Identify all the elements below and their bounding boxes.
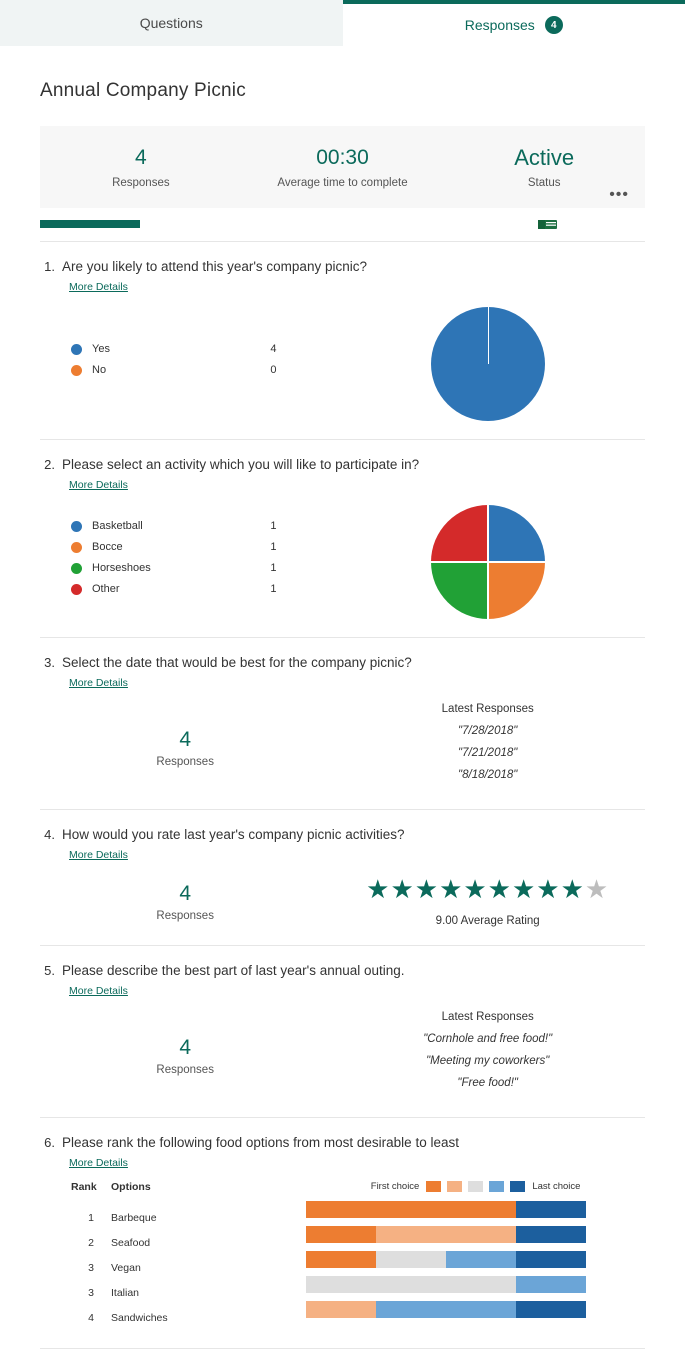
- tab-bar: [0, 0, 685, 46]
- legend-swatch-3: [468, 1181, 483, 1192]
- legend-label: Yes: [92, 343, 270, 355]
- question-3-count: [40, 726, 330, 768]
- bar-segment: [516, 1276, 586, 1293]
- more-details-link-5[interactable]: More Details: [69, 985, 128, 997]
- pie-chart: [431, 307, 545, 421]
- question-4-count: [40, 880, 330, 922]
- summary-status: [443, 145, 645, 189]
- column-header-options: Options: [111, 1181, 151, 1193]
- legend-count: 0: [270, 364, 330, 376]
- more-details-link-2[interactable]: More Details: [69, 479, 128, 491]
- response-count-label: Responses: [40, 756, 330, 768]
- summary-status-value: Active: [443, 145, 645, 171]
- tab-responses-label: Responses: [465, 17, 535, 33]
- summary-average-time-label: Average time to complete: [242, 177, 444, 189]
- question-4-body: [40, 875, 645, 927]
- ranking-body: [40, 1181, 645, 1330]
- summary-responses-label: Responses: [40, 177, 242, 189]
- legend-first-choice-label: First choice: [371, 1181, 420, 1192]
- legend-color-dot: [71, 542, 82, 553]
- latest-response-item: "Meeting my coworkers": [426, 1055, 549, 1067]
- question-5-number: 5.: [40, 962, 62, 980]
- bar-segment: [376, 1226, 516, 1243]
- question-2-heading: [40, 456, 645, 474]
- bar-chart-legend: [306, 1181, 645, 1192]
- legend-color-dot: [71, 344, 82, 355]
- legend-swatch-5: [510, 1181, 525, 1192]
- cell-rank: 3: [71, 1262, 111, 1274]
- summary-panel: [40, 126, 645, 208]
- question-6-heading: [40, 1134, 645, 1152]
- cell-rank: 2: [71, 1237, 111, 1249]
- pie-chart: [431, 505, 545, 619]
- latest-responses-title: Latest Responses: [442, 703, 534, 715]
- bar-segment: [306, 1226, 376, 1243]
- legend-item: [40, 520, 330, 532]
- latest-response-item: "7/28/2018": [458, 725, 517, 737]
- star-empty-icon: ★: [585, 874, 609, 904]
- more-details-link-3[interactable]: More Details: [69, 677, 128, 689]
- latest-response-item: "Cornhole and free food!": [423, 1033, 552, 1045]
- ranking-bar-chart: [306, 1181, 645, 1330]
- cell-rank: 1: [71, 1212, 111, 1224]
- stacked-bar-row: [306, 1251, 586, 1268]
- tab-questions-label: Questions: [140, 15, 203, 31]
- question-2-text: Please select an activity which you will like to participate in?: [62, 456, 419, 474]
- ranking-table: [40, 1181, 306, 1330]
- bar-segment: [516, 1301, 586, 1318]
- question-3-number: 3.: [40, 654, 62, 672]
- legend-color-dot: [71, 365, 82, 376]
- response-count-value: 4: [40, 880, 330, 908]
- question-5-latest: [330, 1011, 645, 1099]
- question-block-2: [40, 440, 645, 638]
- question-4-heading: [40, 826, 645, 844]
- legend-item: [40, 364, 330, 376]
- question-5-heading: [40, 962, 645, 980]
- latest-response-item: "Free food!": [457, 1077, 518, 1089]
- more-options-icon[interactable]: •••: [603, 184, 635, 206]
- question-3-body: [40, 703, 645, 791]
- more-details-link-4[interactable]: More Details: [69, 849, 128, 861]
- cell-option: Italian: [111, 1287, 139, 1299]
- response-count-label: Responses: [40, 1064, 330, 1076]
- latest-response-item: "8/18/2018": [458, 769, 517, 781]
- question-1-text: Are you likely to attend this year's company picnic?: [62, 258, 367, 276]
- question-block-5: [40, 946, 645, 1118]
- question-4-rating: [330, 875, 645, 927]
- question-2-legend: [40, 520, 330, 604]
- legend-count: 1: [270, 520, 330, 532]
- legend-item: [40, 562, 330, 574]
- question-3-heading: [40, 654, 645, 672]
- question-2-chart: [330, 505, 645, 619]
- table-row: [71, 1205, 306, 1230]
- excel-icon[interactable]: [537, 218, 559, 232]
- bar-segment: [376, 1301, 516, 1318]
- latest-responses-title: Latest Responses: [442, 1011, 534, 1023]
- tab-questions[interactable]: [0, 0, 343, 46]
- response-count-label: Responses: [40, 910, 330, 922]
- bar-segment: [306, 1201, 516, 1218]
- tab-responses[interactable]: [343, 0, 685, 46]
- column-header-rank: Rank: [71, 1181, 111, 1193]
- question-block-1: [40, 242, 645, 440]
- question-3-text: Select the date that would be best for the company picnic?: [62, 654, 412, 672]
- legend-last-choice-label: Last choice: [532, 1181, 580, 1192]
- cell-option: Vegan: [111, 1262, 141, 1274]
- legend-label: No: [92, 364, 270, 376]
- legend-swatch-4: [489, 1181, 504, 1192]
- responses-count-badge: 4: [545, 16, 563, 34]
- legend-item: [40, 541, 330, 553]
- response-count-value: 4: [40, 726, 330, 754]
- legend-swatch-1: [426, 1181, 441, 1192]
- bar-segment: [516, 1201, 586, 1218]
- page-title: Annual Company Picnic: [40, 80, 685, 102]
- legend-label: Basketball: [92, 520, 270, 532]
- question-block-6: [40, 1118, 645, 1349]
- more-details-link-1[interactable]: More Details: [69, 281, 128, 293]
- stacked-bar-row: [306, 1201, 586, 1218]
- legend-color-dot: [71, 563, 82, 574]
- action-bar: [40, 220, 645, 242]
- legend-color-dot: [71, 521, 82, 532]
- stacked-bar-row: [306, 1226, 586, 1243]
- legend-count: 1: [270, 541, 330, 553]
- question-4-text: How would you rate last year's company picnic activities?: [62, 826, 404, 844]
- bar-segment: [306, 1251, 376, 1268]
- question-5-count: [40, 1034, 330, 1076]
- table-row: [71, 1280, 306, 1305]
- table-row: [71, 1230, 306, 1255]
- bar-segment: [516, 1251, 586, 1268]
- response-count-value: 4: [40, 1034, 330, 1062]
- question-5-text: Please describe the best part of last year's annual outing.: [62, 962, 405, 980]
- average-rating-label: 9.00 Average Rating: [436, 915, 540, 927]
- question-2-body: [40, 505, 645, 619]
- summary-average-time: [242, 145, 444, 189]
- table-row: [71, 1305, 306, 1330]
- cell-rank: 3: [71, 1287, 111, 1299]
- table-row: [71, 1255, 306, 1280]
- progress-bar: [40, 220, 140, 228]
- question-1-chart: [330, 307, 645, 421]
- question-block-4: [40, 810, 645, 946]
- question-5-body: [40, 1011, 645, 1099]
- question-6-text: Please rank the following food options from most desirable to least: [62, 1134, 459, 1152]
- more-details-link-6[interactable]: More Details: [69, 1157, 128, 1169]
- cell-option: Seafood: [111, 1237, 150, 1249]
- bar-segment: [376, 1251, 446, 1268]
- question-1-legend: [40, 343, 330, 385]
- question-1-number: 1.: [40, 258, 62, 276]
- question-4-number: 4.: [40, 826, 62, 844]
- question-1-heading: [40, 258, 645, 276]
- legend-label: Horseshoes: [92, 562, 270, 574]
- summary-responses: [40, 145, 242, 189]
- bar-segment: [306, 1276, 516, 1293]
- ranking-table-header: [71, 1181, 306, 1193]
- question-block-3: [40, 638, 645, 810]
- cell-rank: 4: [71, 1312, 111, 1324]
- question-2-number: 2.: [40, 456, 62, 474]
- legend-count: 4: [270, 343, 330, 355]
- legend-color-dot: [71, 584, 82, 595]
- bar-segment: [516, 1226, 586, 1243]
- legend-label: Bocce: [92, 541, 270, 553]
- question-6-number: 6.: [40, 1134, 62, 1152]
- question-1-body: [40, 307, 645, 421]
- stacked-bar-row: [306, 1301, 586, 1318]
- legend-count: 1: [270, 583, 330, 595]
- legend-item: [40, 583, 330, 595]
- legend-count: 1: [270, 562, 330, 574]
- summary-responses-value: 4: [40, 145, 242, 171]
- bar-segment: [446, 1251, 516, 1268]
- summary-average-time-value: 00:30: [242, 145, 444, 171]
- legend-swatch-2: [447, 1181, 462, 1192]
- star-rating: ★★★★★★★★★★: [366, 875, 609, 903]
- legend-item: [40, 343, 330, 355]
- stacked-bar-row: [306, 1276, 586, 1293]
- legend-label: Other: [92, 583, 270, 595]
- question-3-latest: [330, 703, 645, 791]
- cell-option: Sandwiches: [111, 1312, 168, 1324]
- bar-segment: [306, 1301, 376, 1318]
- latest-response-item: "7/21/2018": [458, 747, 517, 759]
- cell-option: Barbeque: [111, 1212, 157, 1224]
- summary-status-label: Status: [443, 177, 645, 189]
